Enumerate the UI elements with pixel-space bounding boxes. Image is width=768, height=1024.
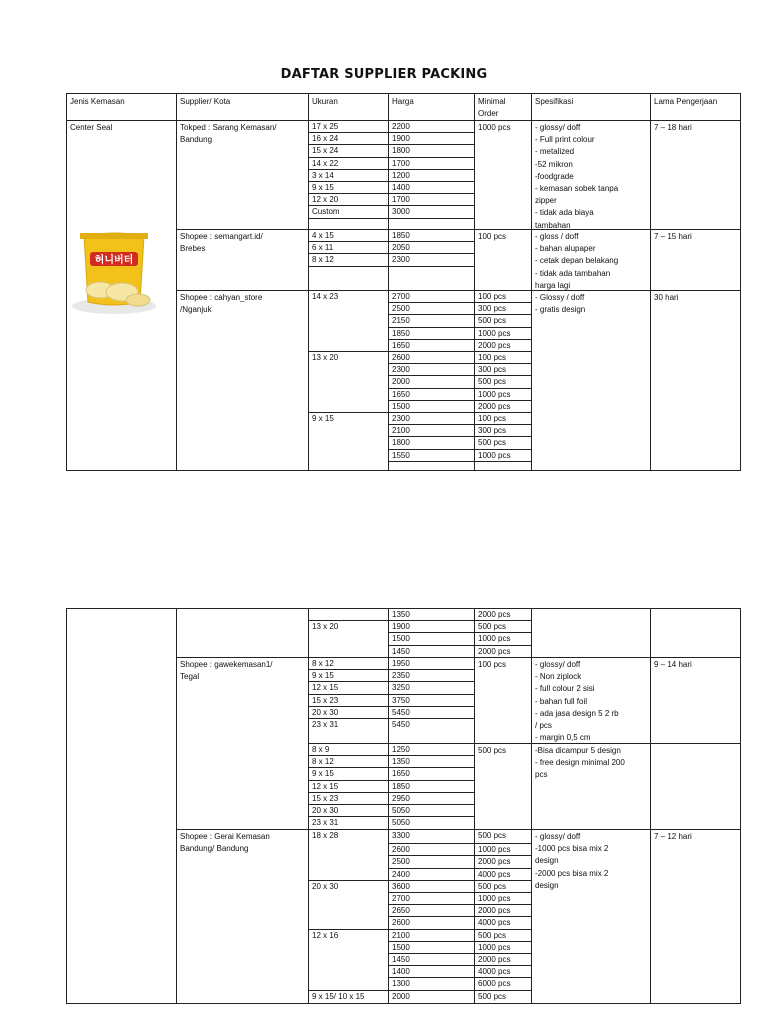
- harga-cell: 1650: [392, 340, 410, 350]
- harga-cell: 2300: [392, 414, 410, 423]
- spesifikasi: - Glossy / doff - gratis design: [535, 293, 586, 315]
- min-order-cell: 2000 pcs: [478, 955, 511, 964]
- row-divider: [308, 169, 474, 170]
- ukuran-cell: 8 x 12: [312, 255, 334, 265]
- min-order-cell: 2000 pcs: [478, 401, 511, 411]
- harga-cell: 1700: [392, 158, 410, 168]
- harga-cell: 1300: [392, 979, 410, 989]
- harga-cell: 2150: [392, 316, 410, 326]
- harga-cell: 2100: [392, 930, 410, 940]
- row-divider: [176, 290, 741, 291]
- ukuran-cell: Custom: [312, 207, 340, 217]
- min-order: 100 pcs: [478, 232, 507, 241]
- page-title: DAFTAR SUPPLIER PACKING: [280, 67, 488, 82]
- header-3: Harga: [392, 97, 414, 106]
- row-divider: [308, 205, 474, 206]
- harga-cell: 1450: [392, 955, 410, 964]
- ukuran-cell: 9 x 15: [312, 183, 334, 192]
- harga-cell: 1500: [392, 634, 410, 644]
- row-divider: [176, 229, 741, 230]
- min-order-cell: 1000 pcs: [478, 450, 511, 460]
- column-divider: [308, 93, 309, 471]
- harga-cell: 1200: [392, 170, 410, 180]
- ukuran-cell: 14 x 23: [312, 292, 339, 301]
- harga-cell: 2300: [392, 365, 410, 375]
- column-divider: [308, 608, 309, 1004]
- harga-cell: 2000: [392, 991, 410, 1001]
- ukuran-cell: 9 x 15: [312, 414, 334, 423]
- ukuran-cell: 3 x 14: [312, 170, 334, 180]
- harga-cell: 2600: [392, 918, 410, 928]
- lama-pengerjaan: 7 – 15 hari: [654, 232, 692, 241]
- harga-cell: 2050: [392, 243, 410, 253]
- harga-cell: 1450: [392, 646, 410, 656]
- ukuran-cell: 9 x 15: [312, 769, 334, 779]
- column-divider: [388, 608, 389, 1004]
- harga-cell: 1500: [392, 401, 410, 411]
- min-order-cell: 500 pcs: [478, 831, 507, 840]
- harga-cell: 1850: [392, 328, 410, 338]
- spesifikasi: -Bisa dicampur 5 design - free design minimal 200 pcs: [535, 746, 625, 780]
- product-label: 허니버터: [94, 255, 134, 266]
- header-5: Spesifikasi: [535, 97, 574, 106]
- ukuran-cell: 12 x 15: [312, 683, 339, 693]
- harga-cell: 5450: [392, 720, 410, 729]
- min-order-cell: 100 pcs: [478, 292, 507, 301]
- spesifikasi: - glossy/ doff -1000 pcs bisa mix 2 design -2000 pcs bisa mix 2 design: [535, 832, 609, 890]
- harga-cell: 2700: [392, 894, 410, 903]
- harga-cell: 3600: [392, 881, 410, 891]
- min-order-cell: 2000 pcs: [478, 610, 511, 619]
- min-order-cell: 500 pcs: [478, 438, 507, 448]
- ukuran-cell: 12 x 16: [312, 930, 339, 940]
- harga-cell: 3300: [392, 831, 410, 840]
- lama-pengerjaan: 30 hari: [654, 293, 679, 302]
- min-order-cell: 4000 pcs: [478, 967, 511, 977]
- ukuran-cell: 12 x 15: [312, 781, 339, 791]
- min-order-cell: 2000 pcs: [478, 340, 511, 350]
- ukuran-cell: 8 x 12: [312, 757, 334, 767]
- ukuran-cell: 13 x 20: [312, 353, 339, 362]
- harga-cell: 1950: [392, 659, 410, 668]
- min-order-cell: 100 pcs: [478, 353, 507, 362]
- harga-cell: 3000: [392, 207, 410, 217]
- row-divider: [308, 132, 474, 133]
- ukuran-cell: 8 x 12: [312, 659, 334, 668]
- ukuran-cell: 15 x 23: [312, 695, 339, 705]
- ukuran-cell: 6 x 11: [312, 243, 334, 253]
- harga-cell: 2500: [392, 857, 410, 867]
- min-order-cell: 2000 pcs: [478, 857, 511, 867]
- harga-cell: 5450: [392, 707, 410, 717]
- min-order-cell: 4000 pcs: [478, 869, 511, 879]
- min-order-cell: 100 pcs: [478, 414, 507, 423]
- harga-cell: 1800: [392, 146, 410, 156]
- harga-cell: 1400: [392, 183, 410, 192]
- ukuran-cell: 9 x 15: [312, 671, 334, 681]
- min-order-cell: 1000 pcs: [478, 389, 511, 399]
- ukuran-cell: 23 x 31: [312, 818, 339, 828]
- ukuran-cell: 8 x 9: [312, 745, 330, 754]
- row-divider: [308, 157, 474, 158]
- header-6: Lama Pengerjaan: [654, 97, 718, 106]
- harga-cell: 1350: [392, 610, 410, 619]
- column-divider: [531, 93, 532, 471]
- row-divider: [308, 241, 474, 242]
- lama-pengerjaan: 7 – 18 hari: [654, 123, 692, 132]
- supplier-name: Shopee : semangart.id/ Brebes: [180, 232, 263, 254]
- harga-cell: 2100: [392, 426, 410, 436]
- ukuran-cell: 20 x 30: [312, 707, 339, 717]
- spesifikasi: - glossy/ doff - Non ziplock - full colour 2 sisi - bahan full foil - ada jasa design 5 2 rb / pcs - margin 0,5 cm: [535, 660, 619, 743]
- harga-cell: 1250: [392, 745, 410, 754]
- harga-cell: 1500: [392, 942, 410, 952]
- harga-cell: 1550: [392, 450, 410, 460]
- harga-cell: 1900: [392, 134, 410, 144]
- min-order-cell: 2000 pcs: [478, 906, 511, 916]
- harga-cell: 2350: [392, 671, 410, 681]
- min-order: 1000 pcs: [478, 123, 511, 132]
- harga-cell: 2000: [392, 377, 410, 387]
- harga-cell: 1900: [392, 622, 410, 632]
- column-divider: [474, 608, 475, 1004]
- row-divider: [176, 829, 741, 830]
- min-order-cell: 500 pcs: [478, 881, 507, 891]
- min-order-cell: 500 pcs: [478, 377, 507, 387]
- harga-cell: 5050: [392, 806, 410, 815]
- ukuran-cell: 4 x 15: [312, 231, 334, 240]
- header-0: Jenis Kemasan: [70, 97, 125, 106]
- harga-cell: 1350: [392, 757, 410, 767]
- min-order-cell: 500 pcs: [478, 991, 507, 1001]
- ukuran-cell: 17 x 25: [312, 122, 339, 131]
- row-divider: [308, 266, 474, 267]
- harga-cell: 2500: [392, 304, 410, 314]
- harga-cell: 5050: [392, 818, 410, 828]
- product-photo: [70, 228, 158, 316]
- harga-cell: 1850: [392, 231, 410, 240]
- lama-pengerjaan: 9 – 14 hari: [654, 660, 692, 669]
- row-divider: [308, 743, 741, 744]
- harga-cell: 2650: [392, 906, 410, 916]
- min-order-cell: 300 pcs: [478, 426, 507, 436]
- harga-cell: 1400: [392, 967, 410, 977]
- jenis-kemasan: Center Seal: [70, 123, 113, 132]
- min-order: 500 pcs: [478, 746, 507, 755]
- ukuran-cell: 13 x 20: [312, 622, 339, 632]
- ukuran-cell: 16 x 24: [312, 134, 339, 144]
- ukuran-cell: 23 x 31: [312, 720, 339, 729]
- harga-cell: 2600: [392, 845, 410, 855]
- min-order-cell: 500 pcs: [478, 622, 507, 632]
- min-order-cell: 500 pcs: [478, 930, 507, 940]
- harga-cell: 1650: [392, 769, 410, 779]
- ukuran-cell: 9 x 15/ 10 x 15: [312, 991, 365, 1001]
- ukuran-cell: 20 x 30: [312, 881, 339, 891]
- supplier-name: Shopee : cahyan_store /Nganjuk: [180, 293, 263, 315]
- row-divider: [388, 461, 531, 462]
- min-order-cell: 1000 pcs: [478, 894, 511, 903]
- supplier-name: Shopee : Gerai Kemasan Bandung/ Bandung: [180, 832, 270, 854]
- spesifikasi: - glossy/ doff - Full print colour - metalized -52 mikron -foodgrade - kemasan sobek tanpa zipper - tidak ada biaya tambahan: [535, 123, 619, 230]
- min-order-cell: 1000 pcs: [478, 845, 511, 855]
- harga-cell: 1850: [392, 781, 410, 791]
- min-order: 100 pcs: [478, 660, 507, 669]
- header-1: Supplier/ Kota: [180, 97, 231, 106]
- ukuran-cell: 18 x 28: [312, 831, 339, 840]
- min-order-cell: 2000 pcs: [478, 646, 511, 656]
- min-order-cell: 1000 pcs: [478, 942, 511, 952]
- spesifikasi: - gloss / doff - bahan alupaper - cetak depan belakang - tidak ada tambahan harga lagi: [535, 232, 619, 290]
- header-4: Minimal Order: [478, 97, 506, 119]
- ukuran-cell: 14 x 22: [312, 158, 339, 168]
- column-divider: [650, 93, 651, 471]
- min-order-cell: 1000 pcs: [478, 328, 511, 338]
- row-divider: [308, 253, 474, 254]
- row-divider: [308, 181, 474, 182]
- row-divider: [308, 218, 474, 219]
- column-divider: [176, 608, 177, 1004]
- column-divider: [176, 93, 177, 471]
- harga-cell: 3250: [392, 683, 410, 693]
- lama-pengerjaan: 7 – 12 hari: [654, 832, 692, 841]
- min-order-cell: 500 pcs: [478, 316, 507, 326]
- supplier-name: Shopee : gawekemasan1/ Tegal: [180, 660, 273, 682]
- row-divider: [176, 657, 741, 658]
- min-order-cell: 6000 pcs: [478, 979, 511, 989]
- harga-cell: 2200: [392, 122, 410, 131]
- ukuran-cell: 12 x 20: [312, 195, 339, 205]
- harga-cell: 1700: [392, 195, 410, 205]
- min-order-cell: 300 pcs: [478, 365, 507, 375]
- harga-cell: 2400: [392, 869, 410, 879]
- column-divider: [388, 93, 389, 471]
- harga-cell: 2300: [392, 255, 410, 265]
- column-divider: [650, 608, 651, 1004]
- column-divider: [531, 608, 532, 1004]
- harga-cell: 2600: [392, 353, 410, 362]
- ukuran-cell: 20 x 30: [312, 806, 339, 815]
- harga-cell: 1650: [392, 389, 410, 399]
- harga-cell: 2950: [392, 793, 410, 803]
- harga-cell: 3750: [392, 695, 410, 705]
- column-divider: [474, 93, 475, 471]
- row-divider: [308, 193, 474, 194]
- min-order-cell: 1000 pcs: [478, 634, 511, 644]
- harga-cell: 1800: [392, 438, 410, 448]
- ukuran-cell: 15 x 23: [312, 793, 339, 803]
- min-order-cell: 4000 pcs: [478, 918, 511, 928]
- row-divider: [308, 144, 474, 145]
- min-order-cell: 300 pcs: [478, 304, 507, 314]
- ukuran-cell: 15 x 24: [312, 146, 339, 156]
- supplier-name: Tokped : Sarang Kemasan/ Bandung: [180, 123, 277, 145]
- harga-cell: 2700: [392, 292, 410, 301]
- header-2: Ukuran: [312, 97, 338, 106]
